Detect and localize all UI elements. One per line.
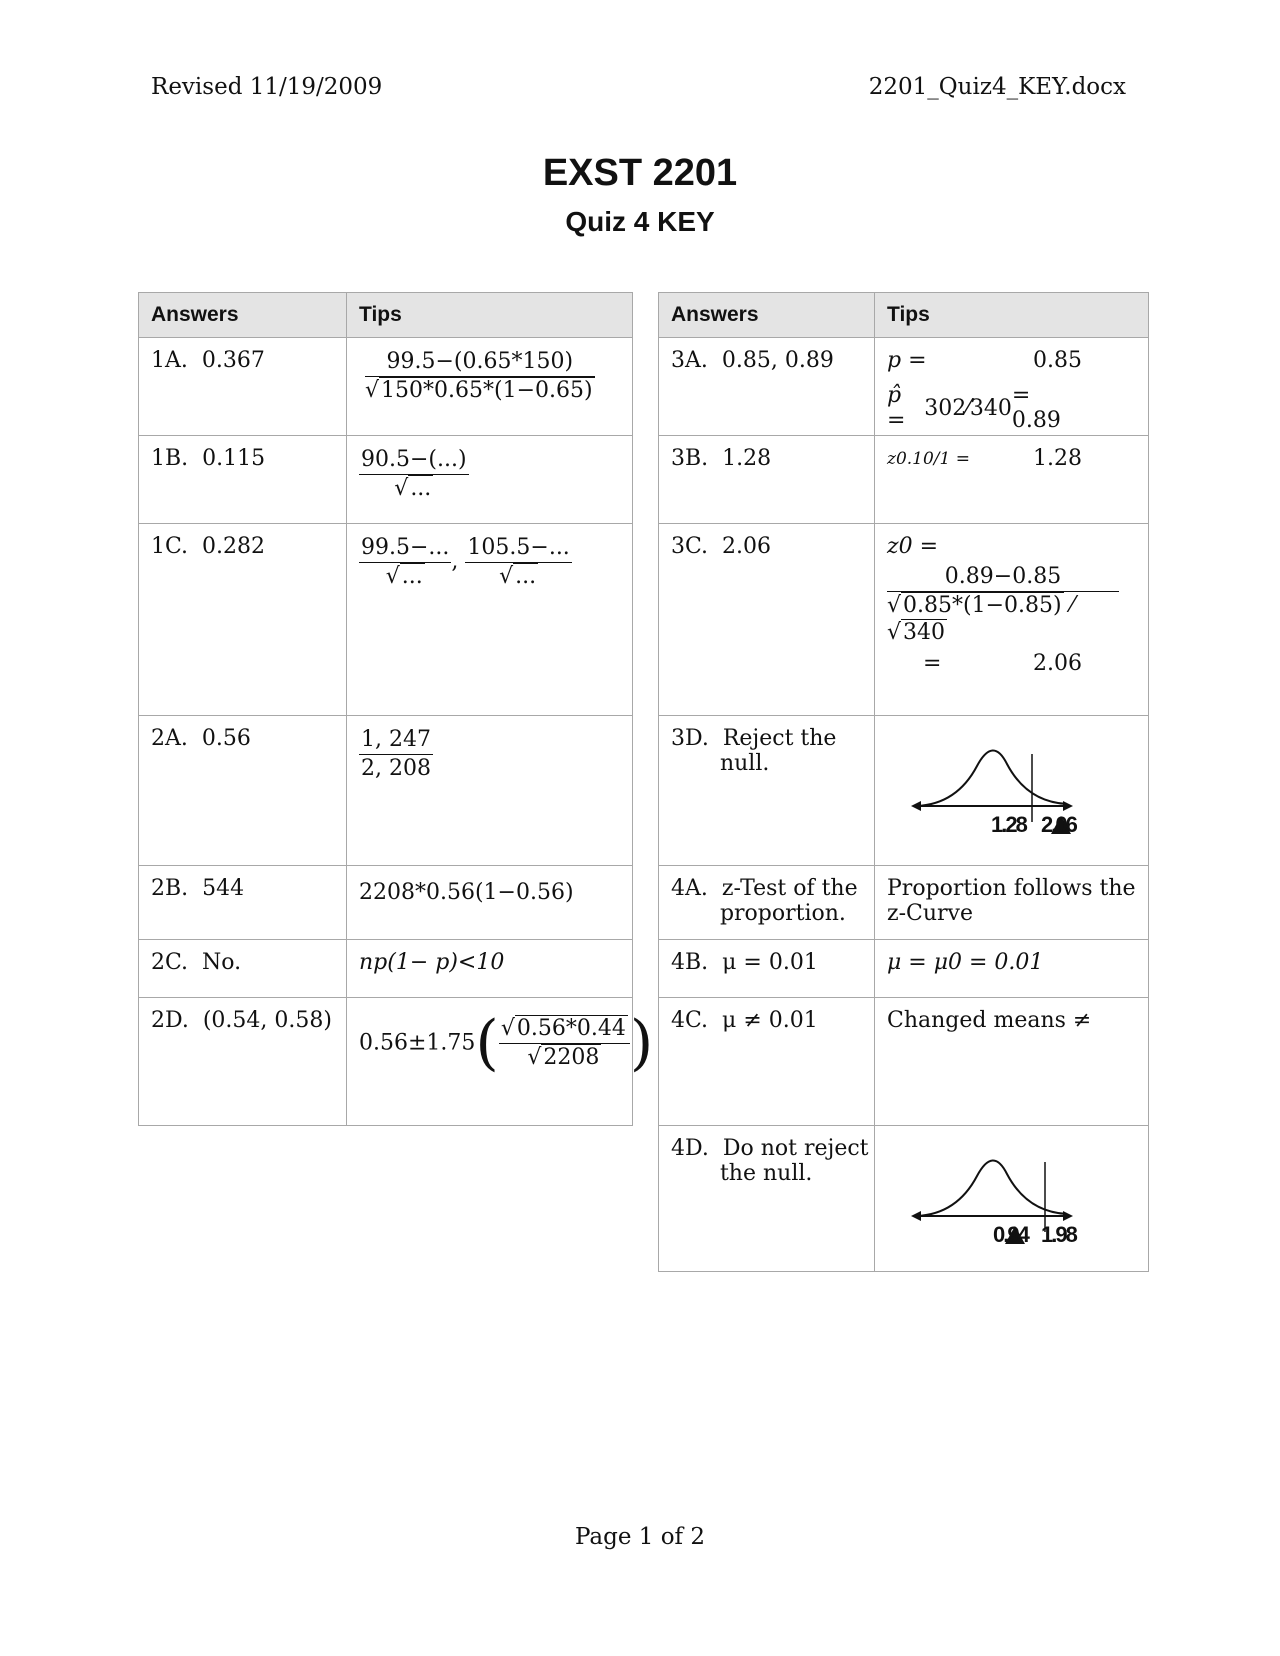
column-header-tips: Tips xyxy=(347,293,633,338)
document-title: EXST 2201 xyxy=(542,152,738,194)
document-subtitle: Quiz 4 KEY xyxy=(565,206,715,237)
tip-3a-p-value: 0.85 xyxy=(1033,348,1082,373)
table-row xyxy=(659,524,1149,716)
answer-4a: 4A. z-Test of the proportion. xyxy=(671,876,858,926)
tip-3a-p-label: p = xyxy=(887,348,927,373)
table-row xyxy=(139,866,633,940)
tip-3b-value: 1.28 xyxy=(1033,446,1082,471)
column-header-tips: Tips xyxy=(875,293,1149,338)
answer-2c: 2C. No. xyxy=(151,950,242,975)
left-answer-table xyxy=(138,292,654,1126)
tip-2d-fraction: $\frac{√0.56*0.44}{√2208}$ xyxy=(499,1015,630,1071)
tip-4b-formula: μ = μ0 = 0.01 xyxy=(887,950,1044,975)
tip-3c-value: 2.06 xyxy=(1033,650,1082,676)
page-number: Page 1 of 2 xyxy=(574,1524,706,1550)
column-header-answers: Answers xyxy=(659,293,875,338)
right-answer-table xyxy=(658,292,1149,1272)
tip-4c-text: Changed means ≠ xyxy=(887,1008,1092,1033)
answer-3d: 3D. Reject the null. xyxy=(671,726,837,776)
tip-2a-fraction: $\frac{1, 247}{2, 208}$ xyxy=(361,727,431,781)
column-header-answers: Answers xyxy=(139,293,347,338)
table-row xyxy=(139,338,633,436)
table-row xyxy=(139,436,633,524)
answer-3b: 3B. 1.28 xyxy=(671,446,772,471)
answer-4c: 4C. μ ≠ 0.01 xyxy=(671,1008,818,1033)
tip-2b-formula: 2208*0.56(1−0.56) xyxy=(359,880,574,905)
answer-1a: 1A. 0.367 xyxy=(151,348,265,373)
table-row: 1C. 0.282 $\frac{99.5-...}{√...}$ , $\frac{105.5-...}{√...}$ xyxy=(139,524,633,716)
answer-2d: 2D. (0.54, 0.58) xyxy=(151,1008,332,1033)
curve-label-test-stat: 2.06 xyxy=(1041,812,1076,837)
table-row xyxy=(659,1126,1149,1272)
table-row xyxy=(659,436,1149,524)
tip-1c-formula-a: $\frac{99.5-...}{√...}$ xyxy=(361,535,450,589)
header-filename: 2201_Quiz4_KEY.docx xyxy=(868,74,1126,100)
answer-4b: 4B. μ = 0.01 xyxy=(671,950,818,975)
answer-3c: 3C. 2.06 xyxy=(671,534,772,559)
table-row xyxy=(139,716,633,866)
table-row: 2D. (0.54, 0.58) 0.56±1.75( $\frac{√0.56*0.44}{√2208}$ ) xyxy=(139,998,633,1126)
tip-3a-phat-fraction: 302⁄340 xyxy=(924,395,1012,421)
tip-3b-label: z0.10/1 = xyxy=(887,448,970,469)
tip-4a-line1: Proportion follows the xyxy=(887,876,1136,901)
tip-3c-fraction: $\frac{0.89-0.85}{√0.85*(1-0.85) ⁄ √340}$ xyxy=(887,563,1119,647)
tip-4a-line2: z-Curve xyxy=(887,901,973,926)
table-row xyxy=(659,998,1149,1126)
tip-1c-formula-b: $\frac{105.5-...}{√...}$ xyxy=(467,535,570,589)
table-row xyxy=(659,716,1149,866)
tip-1a-formula: $\frac{99.5-(0.65*150)}{√150*0.65*(1-0.65)}$ xyxy=(365,349,593,403)
tip-2d-prefix: 0.56±1.75 xyxy=(359,1030,476,1056)
tip-1b-formula: $\frac{90.5-(...)}{√...}$ xyxy=(361,447,467,501)
table-row xyxy=(139,940,633,998)
tip-3a-phat-value: = 0.89 xyxy=(1011,383,1061,433)
answer-4d: 4D. Do not reject the null. xyxy=(671,1136,869,1186)
table-row xyxy=(659,866,1149,940)
header-revised-date: Revised 11/19/2009 xyxy=(151,74,383,100)
curve-label-test-stat: 0.94 xyxy=(993,1222,1028,1247)
tip-3c-equals: = xyxy=(923,650,942,676)
answer-1b: 1B. 0.115 xyxy=(151,446,266,471)
table-row xyxy=(659,338,1149,436)
answer-2a: 2A. 0.56 xyxy=(151,726,251,751)
tip-3c-label: z0 = xyxy=(887,534,939,559)
table-row xyxy=(659,940,1149,998)
curve-label-critical: 1.98 xyxy=(1041,1222,1076,1247)
tip-2c-formula: np(1− p)<10 xyxy=(359,950,505,975)
answer-2b: 2B. 544 xyxy=(151,876,245,901)
tip-3a-phat-label: p̂ = xyxy=(887,383,906,433)
answer-1c: 1C. 0.282 xyxy=(151,534,266,559)
curve-label-critical: 1.28 xyxy=(991,812,1026,837)
answer-3a: 3A. 0.85, 0.89 xyxy=(671,348,834,373)
